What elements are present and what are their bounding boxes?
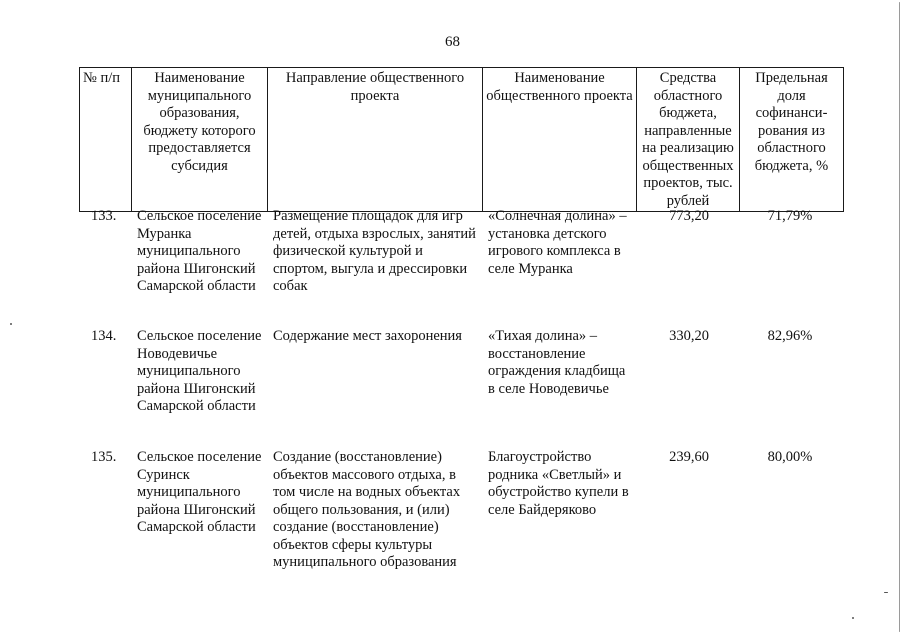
table-row <box>79 449 843 579</box>
header-direction: Направление общественного проекта <box>268 68 483 212</box>
row-project: «Тихая долина» – восстановление ограждения кладбища в селе Новодевичье <box>488 328 626 397</box>
row-project: «Солнечная долина» – установка детского игрового комплекса в селе Муранка <box>488 208 627 277</box>
header-project: Наименование общественного проекта <box>483 68 637 212</box>
header-funds: Средства областного бюджета, направленные на реализацию общественных проектов, тыс. рублей <box>637 68 740 212</box>
row-share: 80,00% <box>767 449 813 465</box>
row-number: 134. <box>91 328 117 344</box>
header-municipality: Наименование муниципального образования, бюджету которого предоставляется субсидия <box>132 68 268 212</box>
row-direction: Размещение площадок для игр детей, отдыха взрослых, занятий физической культурой и спортом, выгула и дрессировки собак <box>273 208 476 294</box>
scan-speck <box>10 323 12 325</box>
scan-speck <box>852 617 854 619</box>
row-share: 82,96% <box>767 328 813 344</box>
table-row <box>79 328 843 448</box>
row-municipality: Сельское поселение Суринск муниципального района Шигонский Самарской области <box>137 449 262 535</box>
table-row <box>79 208 843 328</box>
row-project: Благоустройство родника «Светлый» и обустройство купели в селе Байдеряково <box>488 449 629 518</box>
row-municipality: Сельское поселение Муранка муниципального района Шигонский Самарской области <box>137 208 262 294</box>
scan-speck <box>884 592 888 593</box>
row-funds: 330,20 <box>669 328 709 344</box>
row-funds: 239,60 <box>669 449 709 465</box>
row-funds: 773,20 <box>669 208 709 224</box>
page-number: 68 <box>445 34 460 50</box>
row-number: 135. <box>91 449 117 465</box>
row-direction: Содержание мест захоронения <box>273 328 462 344</box>
header-share: Предельная доля софинанси-рования из областного бюджета, % <box>740 68 844 212</box>
header-num: № п/п <box>80 68 132 212</box>
row-direction: Создание (восстановление) объектов массового отдыха, в том числе на водных объектах общего пользования, и (или) создание (восстановление) объектов сферы культуры муниципального образования <box>273 449 461 570</box>
row-share: 71,79% <box>767 208 813 224</box>
table-header <box>79 67 844 212</box>
row-municipality: Сельское поселение Новодевичье муниципального района Шигонский Самарской области <box>137 328 262 414</box>
scan-edge-line <box>899 2 900 632</box>
row-number: 133. <box>91 208 117 224</box>
